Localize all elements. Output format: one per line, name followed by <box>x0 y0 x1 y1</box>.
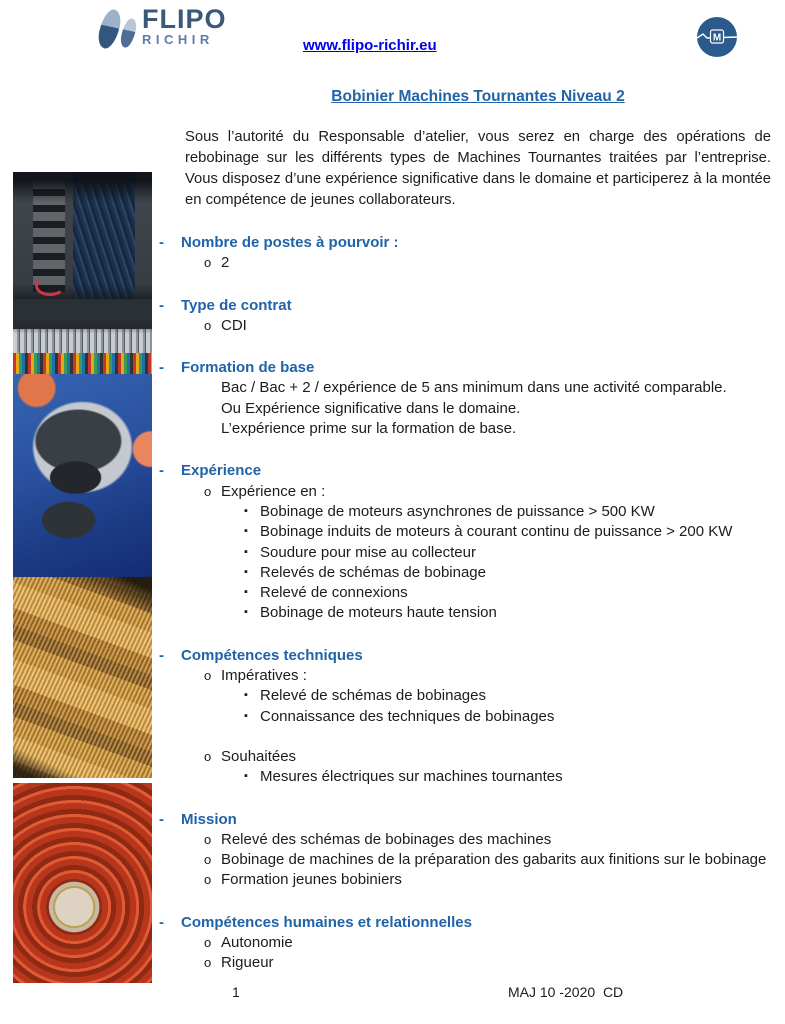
section-title: Type de contrat <box>181 296 292 314</box>
list-item: ▪ Connaissance des techniques de bobinages <box>155 707 771 727</box>
list-item: o Expérience en : <box>155 482 771 502</box>
photo-blue-motor-mechanism-closeup <box>13 374 152 577</box>
section-title: Compétences humaines et relationnelles <box>181 913 472 931</box>
list-item: ▪ Relevé de schémas de bobinages <box>155 686 771 706</box>
section-title: Compétences techniques <box>181 646 363 664</box>
website-link[interactable]: www.flipo-richir.eu <box>303 37 437 54</box>
section-title: Nombre de postes à pourvoir : <box>181 234 399 251</box>
dash-bullet: - <box>159 646 164 664</box>
section-nombre-de-postes <box>155 233 771 274</box>
list-item: o Autonomie <box>155 933 771 953</box>
section-competences-humaines <box>155 913 771 974</box>
sections <box>155 233 771 974</box>
list-item: o 2 <box>155 253 771 273</box>
photo-electrical-cabinet-blue-network-cables <box>13 172 152 299</box>
dash-bullet: - <box>159 296 164 314</box>
intro-paragraph: Sous l’autorité du Responsable d’atelier, vous serez en charge des opérations de rebobinage sur les différents types de Machines Tournantes traitées par l’entreprise. Vous disposez d’une expérience significative dans le domaine et participerez à la montée en compétence de jeunes collaborateurs. <box>185 129 771 208</box>
dash-bullet: - <box>159 810 164 828</box>
page-number: 1 <box>232 984 240 1000</box>
list-item: o Relevé des schémas de bobinages des machines <box>155 830 771 850</box>
list-item: ▪ Soudure pour mise au collecteur <box>155 543 771 563</box>
list-item: o CDI <box>155 316 771 336</box>
dash-bullet: - <box>159 359 164 377</box>
logo-text <box>142 6 227 47</box>
section-title: Expérience <box>181 462 262 480</box>
section-title: Formation de base <box>181 359 315 377</box>
logo-leaf-large <box>96 7 123 50</box>
logo-text-flipo: FLIPO <box>142 4 227 34</box>
photo-terminal-blocks-colored-wires <box>13 299 152 374</box>
list-item: o Formation jeunes bobiniers <box>155 870 771 890</box>
job-description-content <box>155 88 771 974</box>
list-item: o Rigueur <box>155 953 771 973</box>
photo-strip <box>13 172 152 983</box>
section-experience <box>155 461 771 623</box>
list-item: Ou Expérience significative dans le domaine. <box>221 399 521 417</box>
list-item: ▪ Relevé de connexions <box>155 583 771 603</box>
section-formation-de-base <box>155 358 771 439</box>
svg-text:M: M <box>712 32 722 44</box>
photo-red-stator-winding-basket <box>13 783 152 983</box>
photo-copper-coil-windings <box>13 577 152 778</box>
list-item: o Bobinage de machines de la préparation des gabarits aux finitions sur le bobinage <box>155 850 771 870</box>
dash-bullet: - <box>159 234 164 251</box>
list-item: ▪ Bobinage de moteurs haute tension <box>155 603 771 623</box>
section-title: Mission <box>181 810 237 828</box>
logo-leaf-small <box>119 17 138 49</box>
page-title: Bobinier Machines Tournantes Niveau 2 <box>331 88 625 105</box>
list-item: o Souhaitées <box>155 747 771 767</box>
dash-bullet: - <box>159 913 164 931</box>
list-item: ▪ Mesures électriques sur machines tournantes <box>155 767 771 787</box>
m-badge-icon <box>697 17 737 57</box>
list-item: L’expérience prime sur la formation de base. <box>221 420 517 438</box>
dash-bullet: - <box>159 462 164 480</box>
list-item: ▪ Bobinage induits de moteurs à courant continu de puissance > 200 KW <box>155 522 771 542</box>
revision-note: MAJ 10 -2020 CD <box>508 984 624 1000</box>
list-item: o Impératives : <box>155 666 771 686</box>
flipo-richir-logo <box>100 6 227 49</box>
list-item: Bac / Bac + 2 / expérience de 5 ans minimum dans une activité comparable. <box>221 379 727 397</box>
section-type-de-contrat <box>155 296 771 337</box>
section-competences-techniques <box>155 646 771 788</box>
section-mission <box>155 810 771 891</box>
logo-leaves-icon <box>100 6 135 49</box>
list-item: ▪ Bobinage de moteurs asynchrones de puissance > 500 KW <box>155 502 771 522</box>
list-item: ▪ Relevés de schémas de bobinage <box>155 563 771 583</box>
logo-text-richir: RICHIR <box>142 32 214 47</box>
